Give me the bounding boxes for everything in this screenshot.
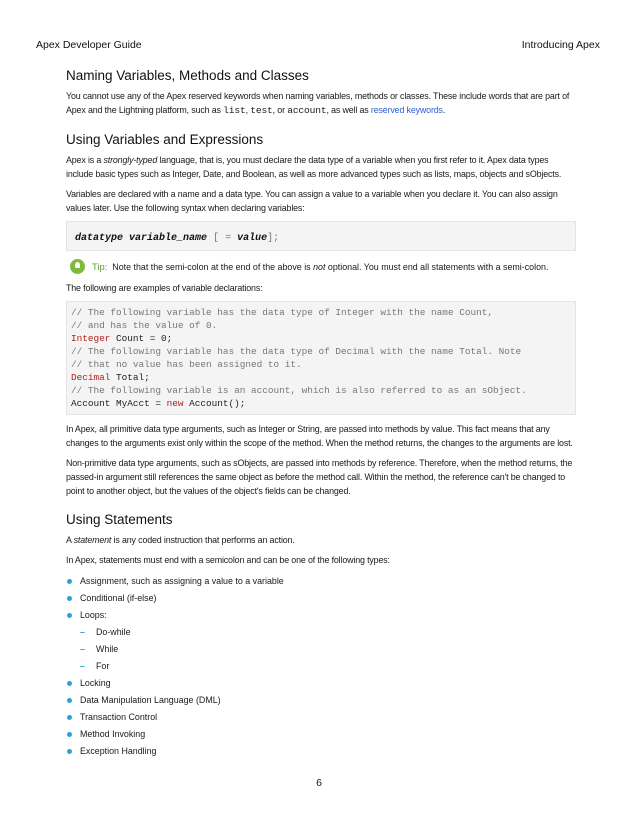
running-header-left: Apex Developer Guide	[36, 39, 142, 51]
code-line: // The following variable is an account, which is also referred to as an sObject.	[71, 385, 527, 396]
inline-code-list: list	[223, 105, 246, 116]
list-item: Locking	[66, 675, 576, 692]
list-item: Assignment, such as assigning a value to a variable	[66, 573, 576, 590]
statement-types-list	[66, 573, 576, 760]
paragraph-statement-definition: A statement is any coded instruction that performs an action.	[66, 535, 295, 545]
code-line: // The following variable has the data type of Integer with the name Count,	[71, 307, 493, 318]
list-item: Conditional (if-else)	[66, 590, 576, 607]
running-header-right: Introducing Apex	[521, 39, 600, 51]
list-item: Loops: – Do-while – While – For	[66, 607, 576, 675]
sub-list-item: – Do-while	[80, 624, 576, 641]
paragraph-examples-intro: The following are examples of variable declarations:	[66, 283, 263, 293]
paragraph-pass-by-reference: Non-primitive data type arguments, such as sObjects, are passed into methods by reference. Therefore, when the method returns, the passed-in argument still references the same object as before the method call. Within the method, the reference can't be changed to point to another object, but the values of the object's fields can be changed.	[66, 458, 573, 496]
code-line: Integer Count = 0;	[71, 333, 173, 344]
lightbulb-icon	[70, 259, 85, 274]
list-item: Data Manipulation Language (DML)	[66, 692, 576, 709]
section-title-naming: Naming Variables, Methods and Classes	[66, 68, 309, 83]
list-item: Exception Handling	[66, 743, 576, 760]
sub-list-item: – While	[80, 641, 576, 658]
section-title-statements: Using Statements	[66, 512, 173, 527]
syntax-line: datatype variable_name [ = value];	[75, 233, 280, 244]
code-example-box	[66, 301, 576, 415]
tip-text: Note that the semi-colon at the end of the above is not optional. You must end all statements with a semi-colon.	[112, 261, 549, 272]
code-line: // The following variable has the data type of Decimal with the name Total. Note	[71, 346, 522, 357]
tip-label: Tip:	[92, 261, 108, 272]
list-item: Method Invoking	[66, 726, 576, 743]
section-title-variables: Using Variables and Expressions	[66, 132, 264, 147]
code-line: Account MyAcct = new Account();	[71, 398, 246, 409]
code-line: Decimal Total;	[71, 372, 150, 383]
loops-sublist	[80, 624, 576, 675]
paragraph-strongly-typed: Apex is a strongly-typed language, that is, you must declare the data type of a variable when you first refer to it. Apex data types include basic types such as Integer, Date, and Boolean, as well as more advanced types such as lists, maps, objects and sObjects.	[66, 155, 562, 179]
paragraph-pass-by-value: In Apex, all primitive data type arguments, such as Integer or String, are passed into methods by value. This fact means that any changes to the arguments exist only within the scope of the method. When the method returns, the changes to the arguments are lost.	[66, 424, 573, 448]
code-line: // and has the value of 0.	[71, 320, 218, 331]
paragraph-naming: You cannot use any of the Apex reserved keywords when naming variables, methods or classes. These include words that are part of Apex and the Lightning platform, such as list, test, or account, as well as reserved keywords.	[66, 91, 570, 116]
reserved-keywords-link[interactable]: reserved keywords	[370, 105, 443, 115]
inline-code-test: test	[250, 105, 273, 116]
page-number: 6	[316, 777, 322, 789]
paragraph-declare-syntax: Variables are declared with a name and a data type. You can assign a value to a variable when you declare it. You can also assign values later. Use the following syntax when declaring variables:	[66, 189, 558, 213]
list-item: Transaction Control	[66, 709, 576, 726]
page-content	[66, 68, 576, 760]
sub-list-item: – For	[80, 658, 576, 675]
tip-callout	[66, 259, 576, 274]
paragraph-statement-types: In Apex, statements must end with a semicolon and can be one of the following types:	[66, 555, 390, 565]
inline-code-account: account	[287, 105, 327, 116]
code-line: // that no value has been assigned to it.	[71, 359, 302, 370]
syntax-box	[66, 221, 576, 251]
